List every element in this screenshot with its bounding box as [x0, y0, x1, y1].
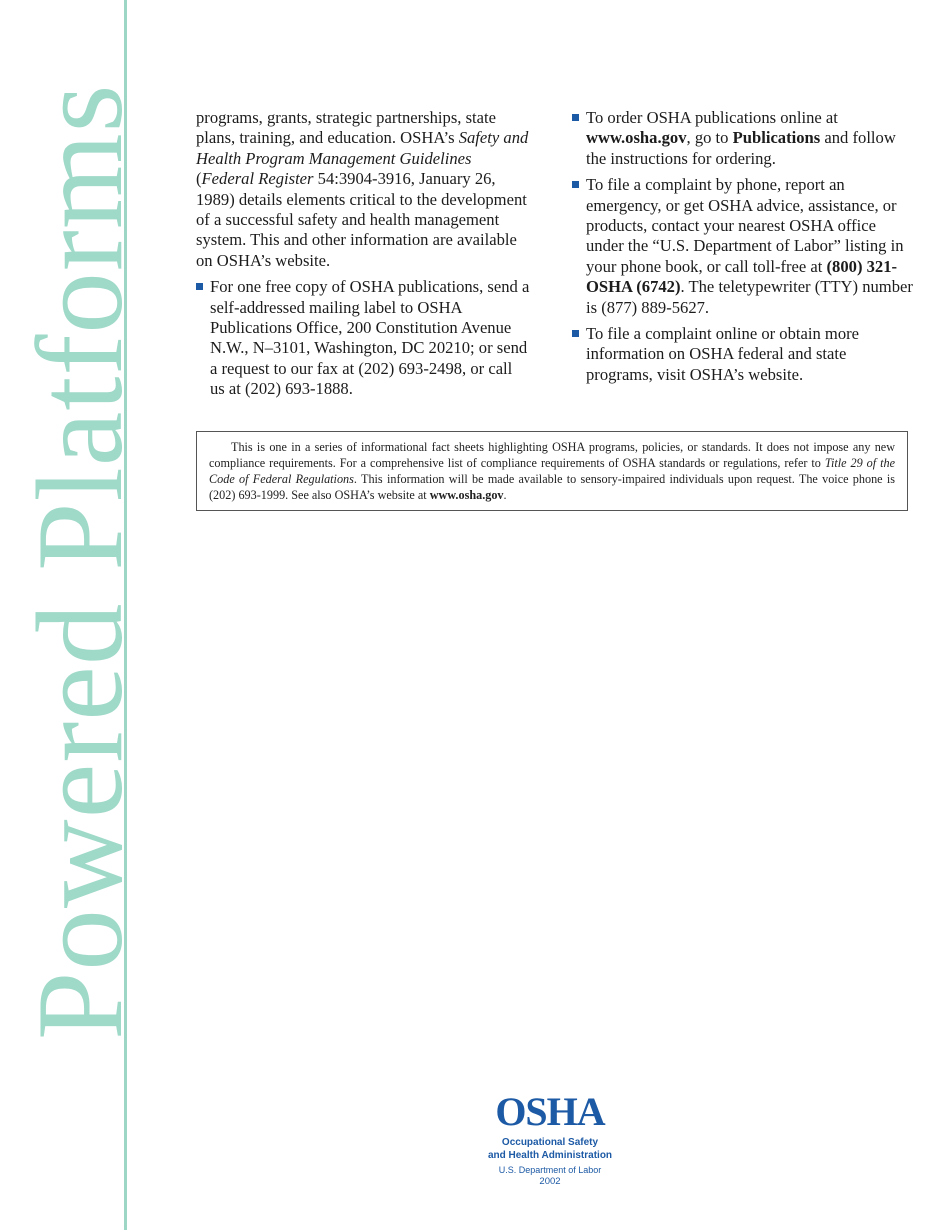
toll-free-phone: (800) 321-OSHA (6742): [586, 256, 898, 297]
federal-register-title: Federal Register: [201, 169, 314, 189]
intro-paragraph: programs, grants, strategic partnerships, state plans, training, and education. OSHA’s Safety and Health Program Management Guidelines (Federal Register 54:3904-3916, January 26, 1989) details elements critical to the development of a successful safety and health management system. This and other information are available on OSHA’s website.: [196, 108, 529, 270]
right-column: [572, 108, 917, 391]
logo-year: 2002: [539, 1176, 561, 1187]
bullet-square-icon: [572, 181, 579, 188]
disclaimer-box: This is one in a series of informational fact sheets highlighting OSHA programs, policies, or standards. It does not impose any new compliance requirements. For a comprehensive list of compliance requirements of OSHA standards or regulations, refer to Title 29 of the Code of Federal Regulations. This information will be made available to sensory-impaired individuals upon request. The voice phone is (202) 693-1999. See also OSHA’s website at www.osha.gov.: [196, 431, 908, 511]
osha-logo: [470, 1090, 630, 1188]
logo-department: U.S. Department of Labor: [498, 1165, 602, 1175]
publications-link[interactable]: Publications: [732, 128, 821, 148]
bullet-square-icon: [572, 330, 579, 337]
guidelines-title: Safety and Health Program Management Guidelines: [196, 128, 529, 168]
osha-website-link[interactable]: www.osha.gov: [586, 128, 687, 148]
osha-wordmark: OSHA: [495, 1089, 605, 1134]
bullet-square-icon: [572, 114, 579, 121]
publications-bullet: For one free copy of OSHA publications, send a self-addressed mailing label to OSHA Publications Office, 200 Constitution Avenue N.W., N–3101, Washington, DC 20210; or send a request to our fax at (202) 693-2498, or call us at (202) 693-1888.: [196, 277, 530, 399]
order-bullet: To order OSHA publications online at www.osha.gov, go to Publications and follow the instructions for ordering.: [572, 108, 917, 169]
complaint-online-bullet: To file a complaint online or obtain more information on OSHA federal and state programs, visit OSHA’s website.: [572, 324, 917, 385]
notice-website-link[interactable]: www.osha.gov: [429, 488, 504, 502]
complaint-phone-bullet: To file a complaint by phone, report an emergency, or get OSHA advice, assistance, or products, contact your nearest OSHA office under the “U.S. Department of Labor” listing in your phone book, or call toll-free at (800) 321-OSHA (6742). The teletypewriter (TTY) number is (877) 889-5627.: [572, 175, 917, 318]
cfr-title: Title 29 of the Code of Federal Regulations: [209, 456, 895, 486]
bullet-square-icon: [196, 283, 203, 290]
logo-org-line-1: Occupational Safety: [501, 1137, 599, 1148]
sidebar-title: Powered Platforms: [11, 83, 148, 1040]
left-column: [196, 108, 530, 406]
logo-org-line-2: and Health Administration: [487, 1150, 613, 1161]
